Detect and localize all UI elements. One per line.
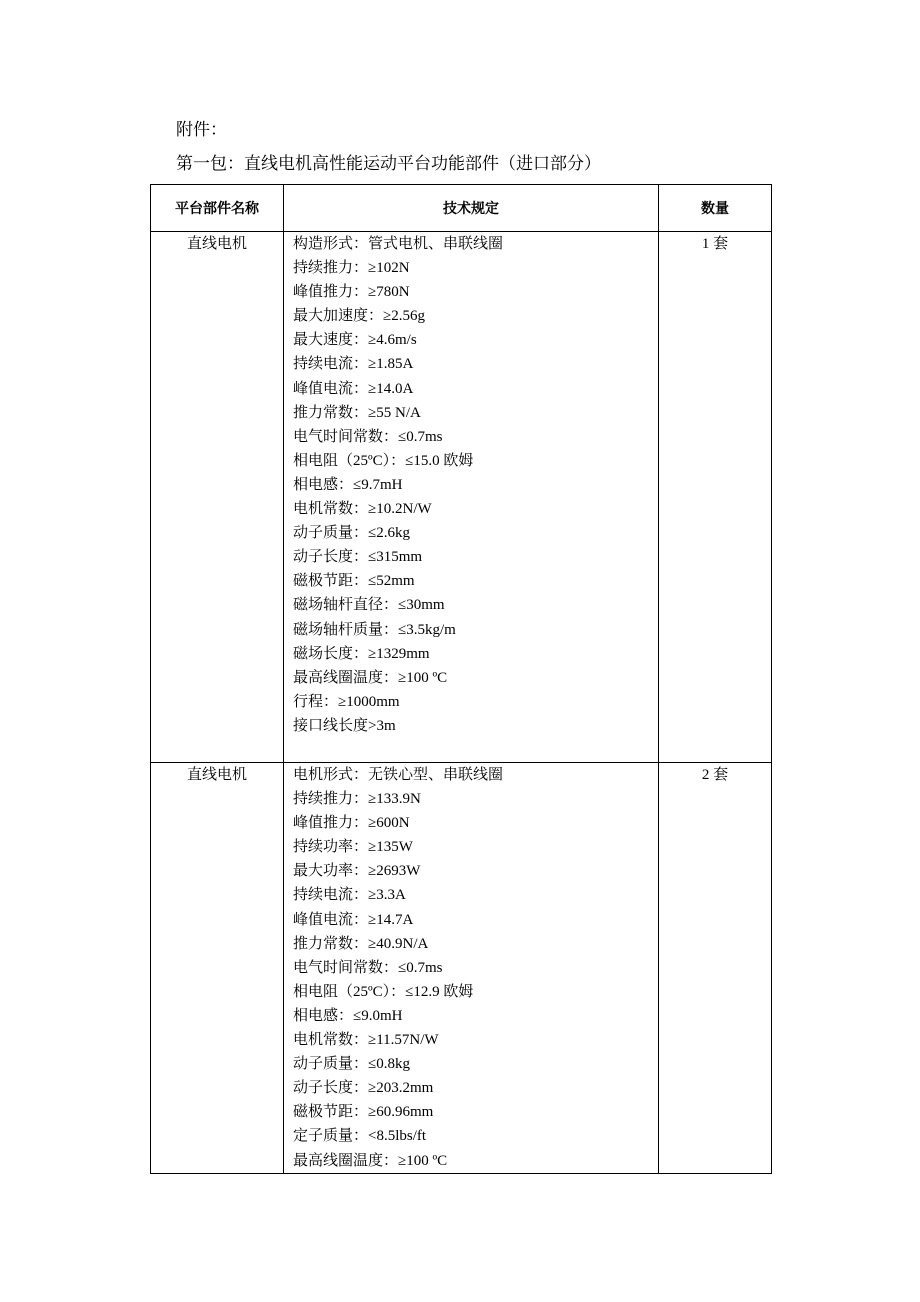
header-part-name: 平台部件名称 [151, 185, 284, 232]
spec-table [150, 184, 772, 1174]
spec-item: 推力常数：≥40.9N/A [293, 935, 429, 952]
spec-list [284, 232, 658, 738]
quantity-cell: 1 套 [659, 232, 772, 763]
spec-item: 磁极节距：≥60.96mm [293, 1104, 434, 1121]
attachment-label: 附件： [176, 120, 227, 139]
spec-item: 相电阻（25ºC）：≤15.0 欧姆 [293, 452, 474, 469]
spec-item: 构造形式：管式电机、串联线圈 [293, 236, 504, 252]
spec-item: 持续电流：≥1.85A [293, 356, 414, 373]
spec-item: 峰值电流：≥14.7A [293, 911, 414, 928]
spec-item: 磁场轴杆直径：≤30mm [293, 597, 445, 614]
spec-list [284, 763, 658, 1173]
spec-cell [284, 763, 659, 1174]
spec-item: 动子长度：≥203.2mm [293, 1080, 434, 1097]
spec-item: 最大加速度：≥2.56g [293, 308, 425, 325]
spec-item: 峰值推力：≥780N [293, 284, 410, 301]
spec-item: 推力常数：≥55 N/A [293, 404, 421, 421]
spec-item: 最大功率：≥2693W [293, 863, 421, 880]
quantity-cell: 2 套 [659, 763, 772, 1174]
table-row [151, 232, 772, 763]
section-title: 第一包：直线电机高性能运动平台功能部件（进口部分） [176, 154, 601, 173]
spec-item: 相电感：≤9.0mH [293, 1007, 403, 1024]
spec-item: 峰值电流：≥14.0A [293, 380, 414, 397]
spec-item: 电气时间常数：≤0.7ms [293, 959, 443, 976]
spec-item: 磁场长度：≥1329mm [293, 645, 430, 662]
spec-item: 电机形式：无铁心型、串联线圈 [293, 767, 504, 783]
spec-item: 电气时间常数：≤0.7ms [293, 428, 443, 445]
spec-item: 接口线长度>3m [293, 717, 396, 734]
part-name-cell: 直线电机 [151, 232, 284, 763]
spec-item: 定子质量：<8.5lbs/ft [293, 1128, 427, 1145]
spec-item: 持续推力：≥133.9N [293, 791, 421, 808]
spec-item: 动子质量：≤2.6kg [293, 525, 410, 542]
header-tech-spec: 技术规定 [284, 185, 659, 232]
spec-item: 持续功率：≥135W [293, 839, 413, 856]
spec-item: 持续推力：≥102N [293, 260, 410, 277]
spec-item: 最高线圈温度：≥100 ºC [293, 669, 448, 686]
spec-item: 电机常数：≥10.2N/W [293, 501, 432, 518]
spec-item: 最大速度：≥4.6m/s [293, 332, 417, 349]
spec-item: 相电阻（25ºC）：≤12.9 欧姆 [293, 983, 474, 1000]
spec-item: 最高线圈温度：≥100 ºC [293, 1152, 448, 1169]
spec-item: 电机常数：≥11.57N/W [293, 1032, 439, 1049]
spec-item: 磁场轴杆质量：≤3.5kg/m [293, 621, 456, 638]
table-header-row [151, 185, 772, 232]
spec-item: 动子长度：≤315mm [293, 549, 423, 566]
part-name-cell: 直线电机 [151, 763, 284, 1174]
spec-item: 动子质量：≤0.8kg [293, 1056, 410, 1073]
spec-item: 行程：≥1000mm [293, 693, 400, 710]
spec-item: 磁极节距：≤52mm [293, 573, 415, 590]
header-quantity: 数量 [659, 185, 772, 232]
spec-item: 相电感：≤9.7mH [293, 476, 403, 493]
spec-item: 峰值推力：≥600N [293, 815, 410, 832]
table-row [151, 763, 772, 1174]
spec-item: 持续电流：≥3.3A [293, 887, 406, 904]
spec-cell [284, 232, 659, 763]
